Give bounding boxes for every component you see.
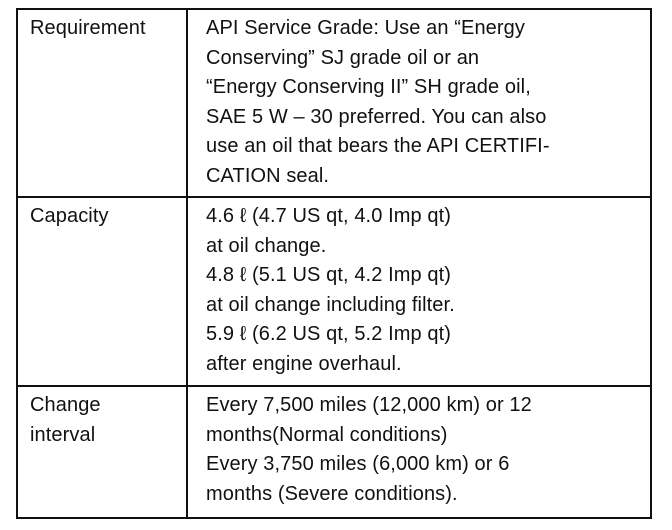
- capacity-label: Capacity: [30, 205, 109, 227]
- change-interval-line-4: months (Severe conditions).: [206, 482, 458, 505]
- change-interval-value-cell: [187, 386, 651, 518]
- requirement-line-6: CATION seal.: [206, 164, 330, 187]
- capacity-line-3: 4.8 ℓ (5.1 US qt, 4.2 Imp qt): [206, 264, 452, 286]
- table-row-requirement: [17, 9, 651, 197]
- requirement-label-cell: [17, 9, 187, 197]
- requirement-label: Requirement: [30, 17, 146, 39]
- requirement-line-3: “Energy Conserving II” SH grade oil,: [206, 76, 531, 98]
- capacity-line-6: after engine overhaul.: [206, 352, 402, 375]
- capacity-value-cell: [187, 197, 651, 386]
- change-interval-line-2: months(Normal conditions): [206, 423, 448, 446]
- requirement-line-4: SAE 5 W – 30 preferred. You can also: [206, 105, 547, 128]
- oil-specification-table: [16, 8, 652, 519]
- table-row-capacity: [17, 197, 651, 386]
- table-row-change-interval: [17, 386, 651, 518]
- requirement-line-5: use an oil that bears the API CERTIFI-: [206, 135, 550, 157]
- requirement-value-cell: [187, 9, 651, 197]
- capacity-line-2: at oil change.: [206, 234, 327, 257]
- change-interval-label-line-1: Change: [30, 394, 101, 416]
- capacity-line-5: 5.9 ℓ (6.2 US qt, 5.2 Imp qt): [206, 323, 452, 345]
- requirement-line-2: Conserving” SJ grade oil or an: [206, 46, 480, 69]
- capacity-line-1: 4.6 ℓ (4.7 US qt, 4.0 Imp qt): [206, 205, 452, 227]
- change-interval-line-1: Every 7,500 miles (12,000 km) or 12: [206, 394, 532, 416]
- change-interval-label-cell: [17, 386, 187, 518]
- change-interval-line-3: Every 3,750 miles (6,000 km) or 6: [206, 453, 510, 475]
- change-interval-label-line-2: interval: [30, 423, 96, 446]
- requirement-line-1: API Service Grade: Use an “Energy: [206, 17, 525, 39]
- capacity-label-cell: [17, 197, 187, 386]
- capacity-line-4: at oil change including filter.: [206, 293, 455, 316]
